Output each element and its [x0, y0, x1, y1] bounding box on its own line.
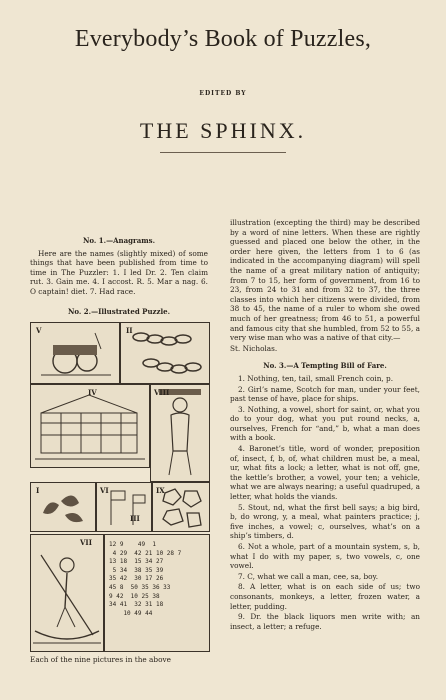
- picture-viii-figure: [150, 384, 210, 482]
- numeral-viii: VIII: [154, 388, 170, 397]
- menu-item: 3. Nothing, a vowel, short for saint, or, what you do to your dog, what you put round necks, a, ourselves, French for “and,” b, what a man does with a book.: [230, 404, 420, 443]
- puzzle-3-heading: No. 3.—A Tempting Bill of Fare.: [263, 361, 387, 371]
- menu-item: 8. A letter, what is on each side of us; two consonants, monkeys, a letter, frozen water, a letter, pudding.: [230, 582, 420, 611]
- puzzle-1-text: Here are the names (slightly mixed) of some things that have been published from time to time in The Puzzler: 1. I led Dr. 2. Ten claim rut. 3. Gain me. 4. I accost. R. 5. Mar a nag. 6. O captain! diet. 7. Had race.: [30, 248, 208, 296]
- menu-item: 5. Stout, nd, what the first bell says; a big bird, b, do wrong, y, a meal, what painters practice; j, five inches, a vowel; c, ourselves, what’s on a ship’s timbers, d.: [230, 502, 420, 541]
- picture-v-cannon: [30, 322, 120, 384]
- puzzle-2-heading: No. 2.—Illustrated Puzzle.: [67, 306, 171, 316]
- numeral-iii: III: [130, 514, 140, 523]
- boatman-drawing: [31, 535, 103, 651]
- numeral-v: V: [36, 326, 42, 335]
- left-column: [30, 236, 208, 319]
- puzzle-2-signature: St. Nicholas.: [230, 343, 278, 353]
- leaves-drawing: [31, 483, 95, 531]
- right-column: [230, 218, 420, 632]
- menu-item: 6. Not a whole, part of a mountain system, s, b, what I do with my paper, s, two vowels, c, one vowel.: [230, 542, 420, 571]
- figure-caption: Each of the nine pictures in the above: [30, 655, 171, 664]
- picture-ix-number-diagram: [104, 534, 210, 652]
- chains-drawing: [121, 323, 209, 383]
- numeral-ix: IX: [156, 486, 165, 495]
- menu-item: 4. Baronet’s title, word of wonder, preposition of, insect, f, b, of, what children must be, a meal, ur, what fits a lock; a letter, what is not off, gne, the kettle’s brother, a vowel, your ten; a vehicle, what we are always nearing; a useful quadruped, a letter, what holds the viands.: [230, 444, 420, 502]
- number-diagram-text: 12 9 49 1 4 29 42 21 10 28 7 13 18 15 34 27 5 34 38 35 39 35 42 30 17 26 45 8 50 35 36 33 9 42 10 25 38 34 41 32 31 18 10 49 44: [109, 541, 182, 617]
- numeral-vii: VII: [80, 538, 92, 547]
- numeral-iv: IV: [88, 388, 97, 397]
- menu-item: 1. Nothing, ten, tail, small French coin, p.: [238, 373, 394, 383]
- puzzle-1-heading: No. 1.—Anagrams.: [82, 236, 156, 245]
- numeral-vi: VI: [100, 486, 109, 495]
- editor-name: THE SPHINX.: [139, 118, 307, 143]
- picture-vii-boatman: [30, 534, 104, 652]
- numeral-ii: II: [126, 326, 133, 335]
- menu-item: 2. Girl’s name, Scotch for man, under your feet, past tense of have, place for ships.: [230, 384, 420, 404]
- puzzle-2-continued: illustration (excepting the third) may be described by a word of nine letters. When these are rightly guessed and placed one below the other, in the order here given, the letters from 1 to 6 (as indicated in the accompanying diagram) will spell the name of a great military nation of antiquity; from 7 to 15, her form of government, from 16 to 23, from 24 to 31 and from 32 to 37, the three classes into which her citizens were divided, from 38 to 45, the name of a ruler to whom she owed much of her greatness; from 46 to 51, a powerful and famous city that she humbled, from 52 to 55, a very wise man who was a native of that city.—: [230, 218, 420, 343]
- cannon-drawing: [31, 323, 119, 383]
- numeral-i: I: [36, 486, 40, 495]
- caryatid-drawing: [151, 385, 209, 481]
- menu-item: 7. C, what we call a man, cee, sa, boy.: [238, 571, 379, 581]
- page-title: Everybody’s Book of Puzzles,: [74, 26, 372, 52]
- picture-ii-chains: [120, 322, 210, 384]
- palace-drawing: [31, 385, 149, 467]
- illustrated-puzzle-figure: [30, 322, 208, 652]
- menu-item: 9. Dr. the black liquors men write with; an insect, a letter; a refuge.: [230, 612, 420, 631]
- edited-by-label: EDITED BY: [199, 90, 247, 97]
- title-rule: [160, 152, 286, 153]
- picture-i-leaves: [30, 482, 96, 532]
